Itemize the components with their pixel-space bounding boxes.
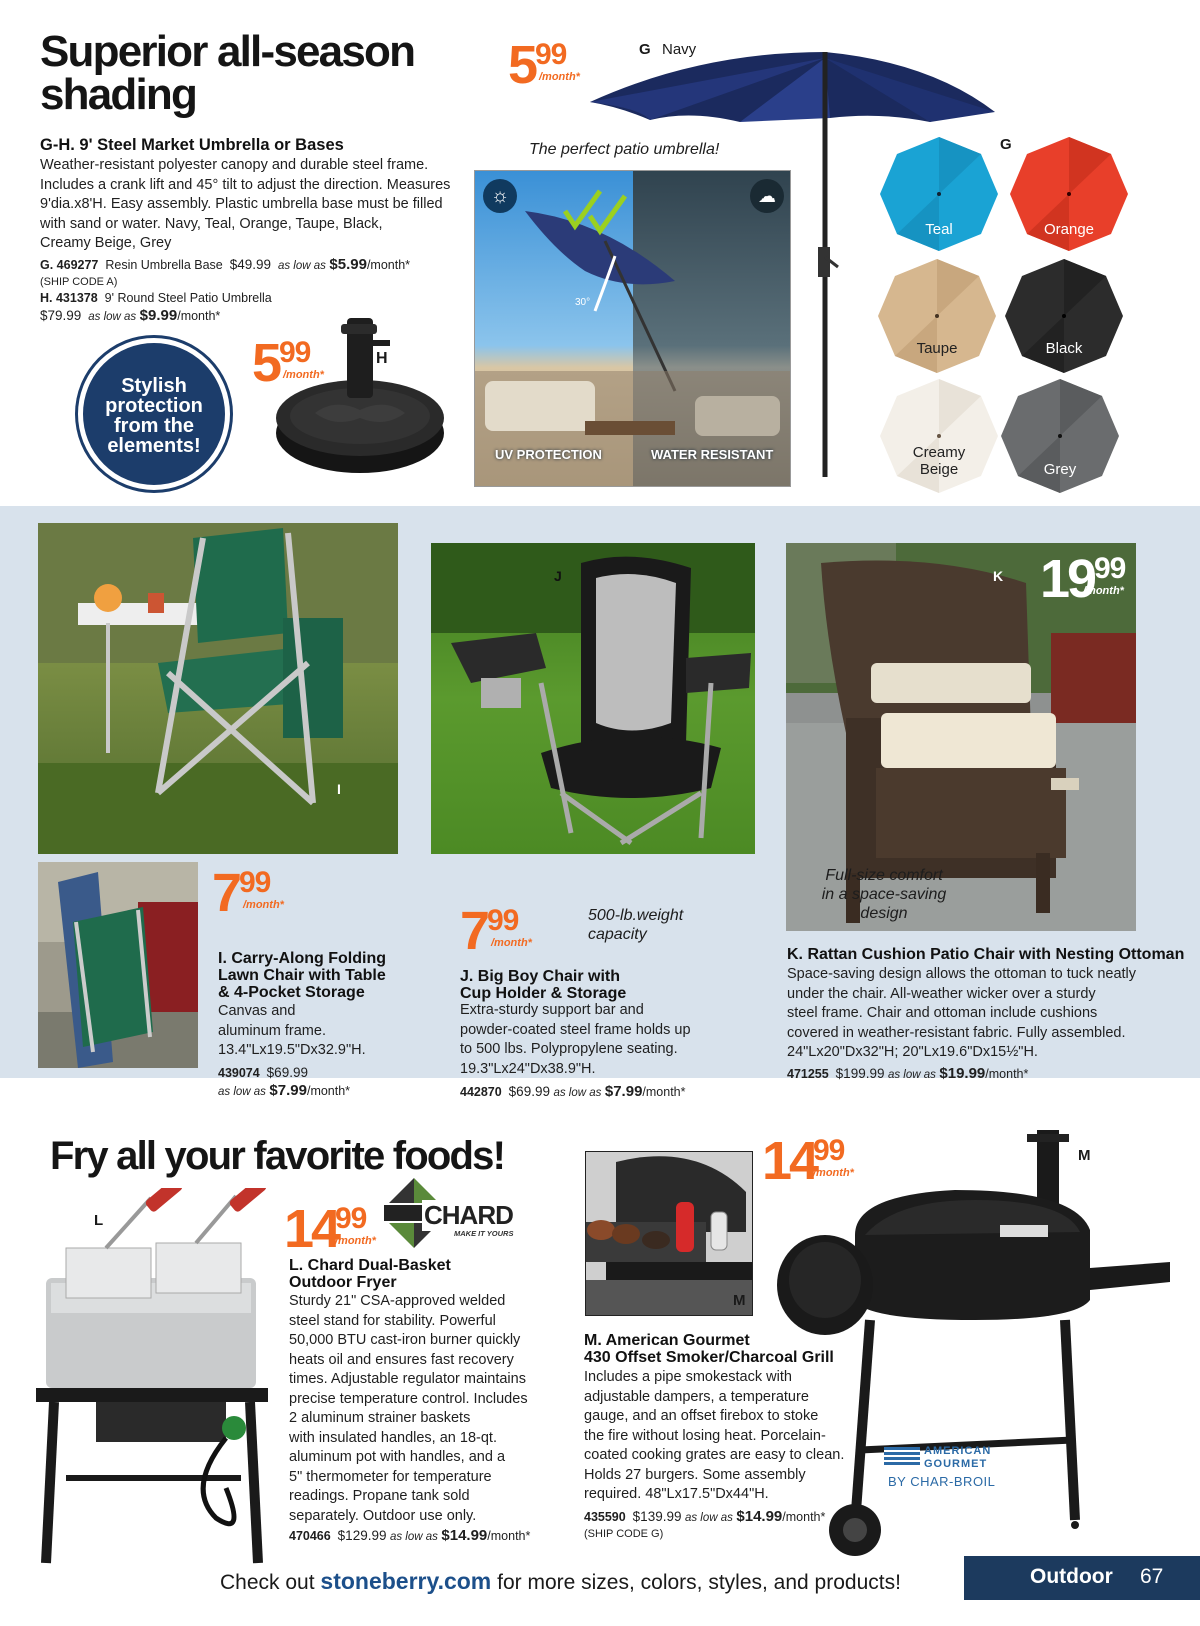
sku-code: 471255 (787, 1067, 829, 1081)
umbrella-headline-line1: Superior all-season (40, 27, 415, 76)
swatch-label-line: Creamy (912, 444, 966, 461)
fryer-headline: Fry all your favorite foods! (50, 1134, 505, 1178)
price-dollars: 5 (252, 333, 280, 393)
price-cents: 99 (487, 904, 519, 937)
price-cents: 99 (239, 866, 271, 899)
sku-g-price: $49.99 (229, 257, 272, 272)
desc-line: separately. Outdoor use only. (289, 1507, 477, 1524)
umbrella-desc-line: Includes a crank lift and 45° tilt to adjust the direction. Measures (40, 176, 451, 193)
price-per: /month* (283, 369, 324, 381)
price-cents: 99 (1094, 552, 1126, 585)
price-dollars: 14 (284, 1199, 339, 1259)
sku-as-low-as: as low as (684, 1512, 733, 1524)
inset-scene (475, 171, 791, 487)
sku-monthly: $7.99 (269, 1082, 307, 1099)
desc-line: aluminum pot with handles, and a (289, 1449, 506, 1465)
sku-list: $139.99 (632, 1509, 682, 1524)
price-per: /month* (813, 1167, 854, 1179)
swatch-label-line: Beige (919, 461, 959, 478)
footer-site-link[interactable]: stoneberry.com (320, 1568, 492, 1594)
capacity-line: capacity (588, 926, 647, 943)
price-i (212, 863, 292, 926)
sku-list: $69.99 (266, 1065, 308, 1080)
price-dollars: 5 (508, 35, 536, 95)
footer-promo (220, 1568, 901, 1595)
price-dollars: 7 (460, 901, 488, 961)
sku-monthly: $19.99 (939, 1065, 986, 1082)
sku-as-low-as: as low as (553, 1087, 602, 1099)
desc-line: Includes a pipe smokestack with (584, 1369, 792, 1385)
swatch-label: Orange (1043, 221, 1095, 238)
chard-tag: MAKE IT YOURS (454, 1229, 514, 1238)
chair-j-description (460, 1001, 750, 1079)
chair-j-drawing (431, 543, 755, 854)
title-line: Outdoor Fryer (289, 1274, 397, 1291)
letter-l: L (94, 1212, 104, 1229)
price-j (460, 901, 540, 964)
letter-g-top: G (639, 41, 651, 58)
letter-m: M (1078, 1147, 1091, 1164)
fryer-title (289, 1257, 549, 1291)
desc-line: 24"Lx20"Dx32"H; 20"Lx19.6"Dx15½"H. (787, 1044, 1038, 1060)
desc-line: steel stand for stability. Powerful (289, 1312, 496, 1329)
price-l (284, 1199, 394, 1262)
sku-h-as-low-as: as low as (88, 311, 137, 323)
sku-row (584, 1508, 874, 1527)
price-per: /month* (539, 71, 580, 83)
swatch-label-creamy (878, 444, 1000, 478)
badge-line: protection (105, 395, 203, 417)
water-resistant-label: WATER RESISTANT (651, 447, 774, 462)
desc-line: gauge, and an offset firebox to stoke (584, 1408, 819, 1424)
desc-line: Extra-sturdy support bar and (460, 1002, 644, 1018)
letter-i: I (337, 781, 341, 797)
desc-line: 19.3"Lx24"Dx38.9"H. (460, 1060, 596, 1077)
chair-j-photo (431, 543, 755, 854)
price-cents: 99 (279, 336, 311, 369)
title-line: J. Big Boy Chair with (460, 968, 621, 985)
grill-title (584, 1332, 874, 1366)
chair-i-sku (218, 1064, 408, 1101)
sun-icon: ☼ (483, 179, 517, 213)
grill-description (584, 1368, 874, 1505)
inset-caption: The perfect patio umbrella! (529, 141, 720, 158)
price-dollars: 14 (762, 1131, 817, 1191)
chair-i-carry-photo (38, 862, 198, 1068)
desc-line: aluminum frame. (218, 1022, 326, 1039)
sku-per: /month* (306, 1084, 351, 1098)
chard-logo (384, 1178, 524, 1248)
sku-per: /month* (642, 1085, 686, 1099)
sku-list: $199.99 (835, 1066, 885, 1081)
umbrella-desc-line: Weather-resistant polyester canopy and durable steel frame. (40, 157, 429, 173)
umbrella-desc-line: 9'dia.x8'H. Easy assembly. Plastic umbrella base must be filled (40, 196, 443, 212)
sku-per: /month* (782, 1510, 826, 1524)
chair-i-title (218, 950, 408, 1001)
desc-line: 13.4"Lx19.5"Dx32.9"H. (218, 1042, 366, 1058)
american-gourmet-logo (884, 1442, 1004, 1494)
desc-line: powder-coated steel frame holds up (460, 1021, 691, 1038)
caption-line: in a space-saving (821, 886, 947, 903)
caption-line: Full-size comfort (825, 867, 943, 884)
umbrella-base-image (275, 318, 455, 478)
chair-j-title (460, 968, 740, 1002)
capacity-line: 500-lb.weight (588, 907, 684, 924)
badge-line: from the (114, 415, 194, 437)
sku-g-per: /month* (366, 258, 411, 272)
desc-line: covered in weather-resistant fabric. Fully assembled. (787, 1024, 1126, 1041)
sku-g-code: G. 469277 (40, 258, 99, 272)
price-per: /month* (1083, 585, 1124, 597)
letter-g-grid: G (1000, 136, 1012, 153)
price-per: /month* (335, 1235, 376, 1247)
desc-line: times. Adjustable regulator maintains (289, 1371, 526, 1387)
umbrella-description (40, 156, 470, 254)
desc-line: Holds 27 burgers. Some assembly (584, 1466, 806, 1483)
sku-monthly: $7.99 (604, 1083, 643, 1100)
desc-line: adjustable dampers, a temperature (584, 1388, 809, 1405)
fryer-description (289, 1292, 569, 1526)
umbrella-product-title: G-H. 9' Steel Market Umbrella or Bases (40, 136, 344, 154)
desc-line: to 500 lbs. Polypropylene seating. (460, 1041, 678, 1057)
badge-line: elements! (107, 435, 201, 457)
grill-sku (584, 1508, 874, 1542)
logo-line3: BY CHAR-BROIL (888, 1474, 996, 1489)
umbrella-headline (40, 27, 480, 119)
sku-h-per: /month* (177, 309, 221, 323)
sku-g (40, 256, 470, 326)
sku-h-code: H. 431378 (40, 291, 98, 305)
sku-g-monthly: $5.99 (329, 256, 367, 273)
letter-k: K (993, 568, 1004, 584)
footer-page-number: 67 (1140, 1565, 1164, 1588)
title-line: 430 Offset Smoker/Charcoal Grill (584, 1349, 834, 1366)
swatch-label: Black (1045, 340, 1083, 357)
sku-ship: (SHIP CODE G) (584, 1528, 664, 1540)
footer-rest: for more sizes, colors, styles, and products! (497, 1571, 901, 1594)
uv-protection-label: UV PROTECTION (495, 447, 602, 462)
desc-line: Sturdy 21" CSA-approved welded (289, 1293, 506, 1309)
price-dollars: 19 (1040, 549, 1095, 609)
desc-line: readings. Propane tank sold (289, 1488, 470, 1504)
uv-water-inset (474, 170, 791, 487)
swatch-label: Taupe (916, 340, 958, 357)
letter-j: J (554, 568, 562, 584)
sku-code: 470466 (289, 1529, 331, 1543)
price-dollars: 7 (212, 863, 240, 923)
title-line: Lawn Chair with Table (218, 967, 386, 984)
price-umbrella-g (508, 35, 588, 98)
sku-g-row (40, 256, 470, 275)
sku-as-low-as: as low as (218, 1086, 266, 1098)
rain-cloud-icon: ☁ (750, 179, 784, 213)
caption-line: design (860, 905, 908, 922)
sku-list: $129.99 (337, 1528, 387, 1543)
price-cents: 99 (535, 38, 567, 71)
umbrella-desc-line: Creamy Beige, Grey (40, 235, 172, 251)
sku-h-name: 9' Round Steel Patio Umbrella (104, 291, 272, 305)
swatch-label: Grey (1043, 461, 1077, 478)
desc-line: 50,000 BTU cast-iron burner quickly (289, 1332, 521, 1348)
navy-label: Navy (662, 41, 697, 58)
sku-row (218, 1082, 408, 1101)
sku-per: /month* (985, 1067, 1029, 1081)
desc-line: 2 aluminum strainer baskets (289, 1410, 471, 1426)
title-line: M. American Gourmet (584, 1332, 750, 1349)
chair-i-photo (38, 523, 398, 854)
umbrella-headline-line2: shading (40, 70, 197, 119)
logo-line2: GOURMET (924, 1458, 988, 1470)
sku-as-low-as: as low as (887, 1069, 936, 1081)
sku-list: $69.99 (508, 1084, 550, 1099)
sku-g-ship: (SHIP CODE A) (40, 276, 118, 288)
umbrella-swatch-black (1003, 257, 1125, 375)
logo-line1: AMERICAN (924, 1445, 992, 1457)
desc-line: steel frame. Chair and ottoman include cushions (787, 1005, 1098, 1021)
badge-line: Stylish (121, 375, 187, 397)
sku-monthly: $14.99 (441, 1527, 488, 1544)
desc-line: required. 48"Lx17.5"Dx44"H. (584, 1486, 769, 1502)
price-k (1040, 549, 1140, 612)
title-line: Cup Holder & Storage (460, 985, 627, 1002)
chair-k-caption (794, 866, 974, 923)
footer-section-tab (964, 1556, 1200, 1600)
flag-icon (884, 1447, 920, 1467)
desc-line: 5" thermometer for temperature (289, 1468, 492, 1485)
footer-section-name: Outdoor (1030, 1565, 1113, 1588)
desc-line: under the chair. All-weather wicker over a sturdy (787, 985, 1096, 1002)
chair-i-description (218, 1002, 408, 1061)
title-line: L. Chard Dual-Basket (289, 1257, 451, 1274)
price-cents: 99 (813, 1134, 845, 1167)
sku-monthly: $14.99 (736, 1508, 783, 1525)
umbrella-swatch-taupe (876, 257, 998, 375)
fryer-sku (289, 1527, 579, 1546)
umbrella-desc-line: with sand or water. Navy, Teal, Orange, Taupe, Black, (40, 215, 383, 232)
sku-row (218, 1064, 408, 1082)
grill-inset-drawing (586, 1152, 753, 1316)
grill-inset-photo (585, 1151, 753, 1316)
desc-line: Space-saving design allows the ottoman to tuck neatly (787, 966, 1137, 982)
sku-as-low-as: as low as (389, 1531, 438, 1543)
chair-k-title: K. Rattan Cushion Patio Chair with Nesting Ottoman (787, 946, 1185, 963)
fryer-image (36, 1188, 268, 1568)
sku-h-monthly: $9.99 (139, 307, 178, 324)
sku-g-name: Resin Umbrella Base (105, 258, 223, 272)
sku-g-as-low-as: as low as (277, 260, 326, 272)
desc-line: precise temperature control. Includes (289, 1390, 528, 1407)
title-line: I. Carry-Along Folding (218, 950, 386, 967)
sku-code: 442870 (460, 1085, 502, 1099)
swatch-label: Teal (925, 221, 953, 238)
price-per: /month* (243, 899, 284, 911)
desc-line: the fire without losing heat. Porcelain- (584, 1427, 826, 1444)
title-line: & 4-Pocket Storage (218, 984, 365, 1001)
desc-line: heats oil and ensures fast recovery (289, 1351, 514, 1368)
price-cents: 99 (335, 1202, 367, 1235)
chair-i-carry-drawing (38, 862, 198, 1068)
chair-k-sku (787, 1065, 1187, 1084)
chard-brand: CHARD (424, 1200, 513, 1230)
sku-h-price: $79.99 (40, 308, 82, 323)
desc-line: Canvas and (218, 1003, 296, 1019)
chair-j-sku (460, 1083, 750, 1102)
stylish-badge (78, 338, 230, 490)
sku-code: 435590 (584, 1510, 626, 1524)
desc-line: with insulated handles, an 18-qt. (289, 1429, 497, 1446)
letter-h: H (376, 350, 388, 367)
footer-check-out: Check out (220, 1571, 315, 1594)
chair-j-capacity (588, 906, 683, 944)
chair-i-drawing (38, 523, 398, 854)
letter-m-inset: M (733, 1292, 746, 1309)
sku-h-row (40, 290, 470, 307)
sku-per: /month* (487, 1529, 531, 1543)
price-per: /month* (491, 937, 532, 949)
chair-k-description (787, 965, 1187, 1063)
desc-line: coated cooking grates are easy to clean. (584, 1447, 845, 1463)
inset-angle: 30° (575, 297, 591, 308)
sku-code: 439074 (218, 1066, 260, 1080)
